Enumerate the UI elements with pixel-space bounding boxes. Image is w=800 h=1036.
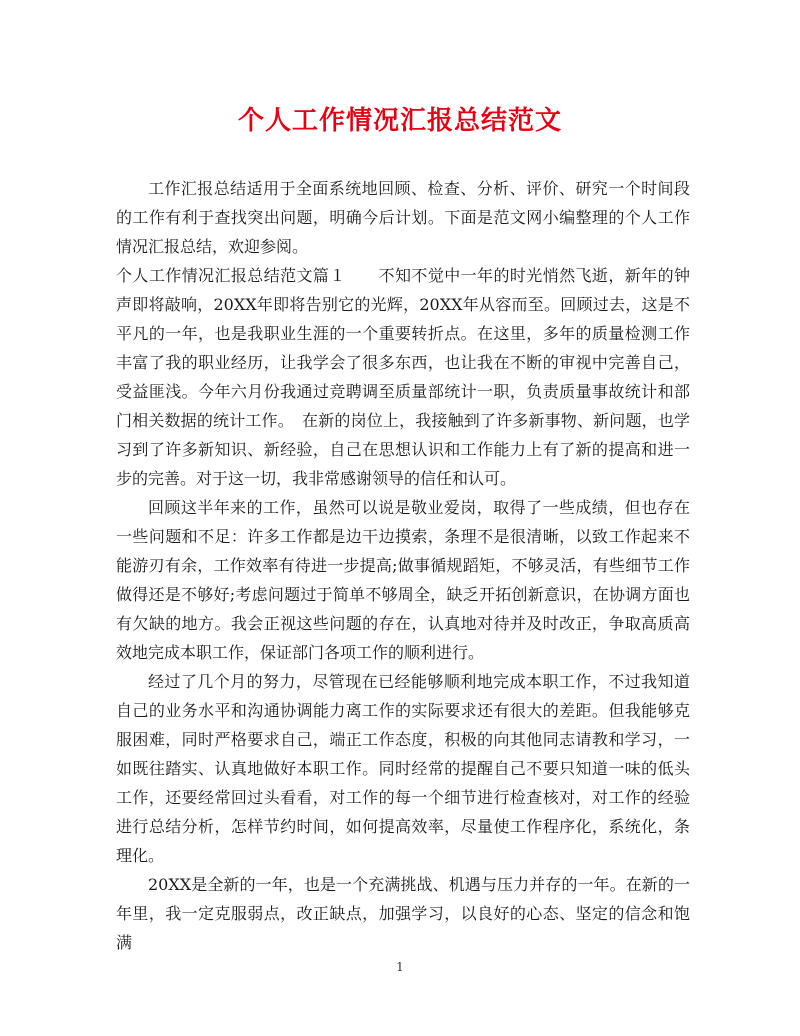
- paragraph-effort: 经过了几个月的努力，尽管现在已经能够顺利地完成本职工作，不过我知道自己的业务水平和沟通协调能力离工作的实际要求还有很大的差距。但我能够克服困难，同时严格要求自己，端正工作态度，积极的向其他同志请教和学习，一如既往踏实、认真地做好本职工作。同时经常的提醒自己不要只知道一味的低头工作，还要经常回过头看看，对工作的每一个细节进行检查核对，对工作的经验进行总结分析，怎样节约时间，如何提高效率，尽量使工作程序化，系统化，条理化。: [116, 672, 690, 865]
- paragraph-review: 回顾这半年来的工作，虽然可以说是敬业爱岗，取得了一些成绩，但也存在一些问题和不足：许多工作都是边干边摸索，条理不是很清晰，以致工作起来不能游刃有余，工作效率有待进一步提高;做事循规蹈矩，不够灵活，有些细节工作做得还是不够好;考虑问题过于简单不够周全，缺乏开拓创新意识，在协调方面也有欠缺的地方。我会正视这些问题的存在，认真地对待并及时改正，争取高质高效地完成本职工作，保证部门各项工作的顺利进行。: [116, 498, 690, 662]
- paragraph-intro: 工作汇报总结适用于全面系统地回顾、检查、分析、评价、研究一个时间段的工作有利于查找突出问题，明确今后计划。下面是范文网小编整理的个人工作情况汇报总结，欢迎参阅。: [116, 179, 690, 256]
- paragraph-new-year: 20XX是全新的一年，也是一个充满挑战、机遇与压力并存的一年。在新的一年里，我一定克服弱点，改正缺点，加强学习，以良好的心态、坚定的信念和饱满: [116, 875, 690, 952]
- document-title: 个人工作情况汇报总结范文: [237, 106, 562, 136]
- page-number: 1: [396, 960, 404, 974]
- document-body: [116, 174, 690, 957]
- paragraph-section-1: 个人工作情况汇报总结范文篇１ 不知不觉中一年的时光悄然飞逝，新年的钟声即将敲响，20XX年即将告别它的光辉，20XX年从容而至。回顾过去，这是不平凡的一年，也是我职业生涯的一个重要转折点。在这里，多年的质量检测工作丰富了我的职业经历，让我学会了很多东西，也让我在不断的审视中完善自己，受益匪浅。今年六月份我通过竞聘调至质量部统计一职，负责质量事故统计和部门相关数据的统计工作。 在新的岗位上，我接触到了许多新事物、新问题，也学习到了许多新知识、新经验，自己在思想认识和工作能力上有了新的提高和进一步的完善。对于这一切，我非常感谢领导的信任和认可。: [116, 266, 690, 488]
